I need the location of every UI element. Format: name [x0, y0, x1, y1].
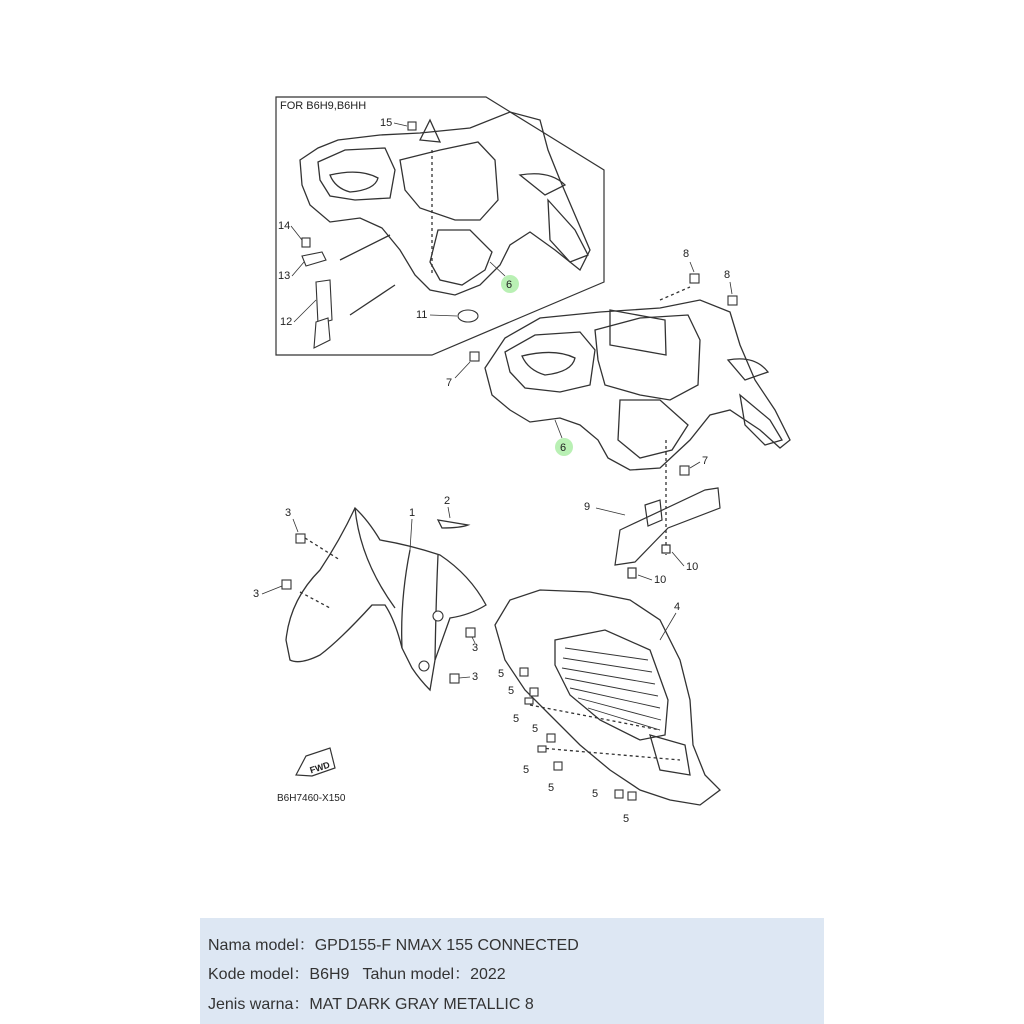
callout-3a: 3 [285, 507, 292, 519]
model-name-value: GPD155-F NMAX 155 CONNECTED [314, 937, 579, 954]
model-year-value: 2022 [470, 966, 506, 983]
callout-7b: 7 [702, 455, 709, 467]
callout-5c: 5 [513, 713, 520, 725]
callout-5a: 5 [498, 668, 505, 680]
callout-15: 15 [380, 117, 393, 129]
callout-5f: 5 [548, 782, 555, 794]
callout-5h: 5 [623, 813, 630, 825]
callout-2: 2 [444, 495, 451, 507]
callout-7a: 7 [446, 377, 453, 389]
callout-3c: 3 [472, 642, 479, 654]
callout-11: 11 [416, 309, 428, 321]
callout-5b: 5 [508, 685, 515, 697]
model-code-row [208, 961, 506, 984]
model-name-label: Nama model： [208, 937, 315, 954]
model-code-label: Kode model： [208, 966, 310, 983]
callout-6-inset: 6 [506, 279, 513, 291]
callout-9: 9 [584, 501, 591, 513]
callout-1: 1 [409, 507, 416, 519]
callout-5e: 5 [523, 764, 530, 776]
color-label: Jenis warna： [208, 996, 310, 1013]
front-fender-bolts [282, 534, 475, 683]
diagram-canvas [200, 0, 824, 918]
color-value: MAT DARK GRAY METALLIC 8 [309, 996, 534, 1013]
parts-diagram [200, 0, 824, 918]
callout-8a: 8 [683, 248, 690, 260]
callout-10b: 10 [654, 574, 667, 586]
model-year-label: Tahun model： [362, 966, 471, 983]
callout-3b: 3 [253, 588, 260, 600]
callout-6-main: 6 [560, 442, 567, 454]
model-name-row [208, 932, 579, 955]
diagram-ref-code: B6H7460-X150 [277, 793, 346, 804]
callout-13: 13 [278, 270, 291, 282]
inset-inner-fender [300, 112, 590, 315]
front-fender [286, 508, 486, 690]
color-row [208, 991, 534, 1014]
callout-5g: 5 [592, 788, 599, 800]
callout-3d: 3 [472, 671, 479, 683]
rear-inner-fender [485, 287, 790, 555]
main-fender-bolts [470, 274, 737, 475]
callout-14: 14 [278, 220, 291, 232]
model-code-value: B6H9 [309, 966, 350, 983]
callout-5d: 5 [532, 723, 539, 735]
callout-10a: 10 [686, 561, 699, 573]
inset-title: FOR B6H9,B6HH [280, 100, 367, 112]
forward-arrow-icon [296, 748, 335, 776]
callout-12: 12 [280, 316, 293, 328]
svg-text:FWD: FWD [308, 759, 332, 776]
model-info-panel [200, 918, 824, 1024]
callout-8b: 8 [724, 269, 731, 281]
callout-4: 4 [674, 601, 681, 613]
bracket-9 [615, 488, 720, 578]
